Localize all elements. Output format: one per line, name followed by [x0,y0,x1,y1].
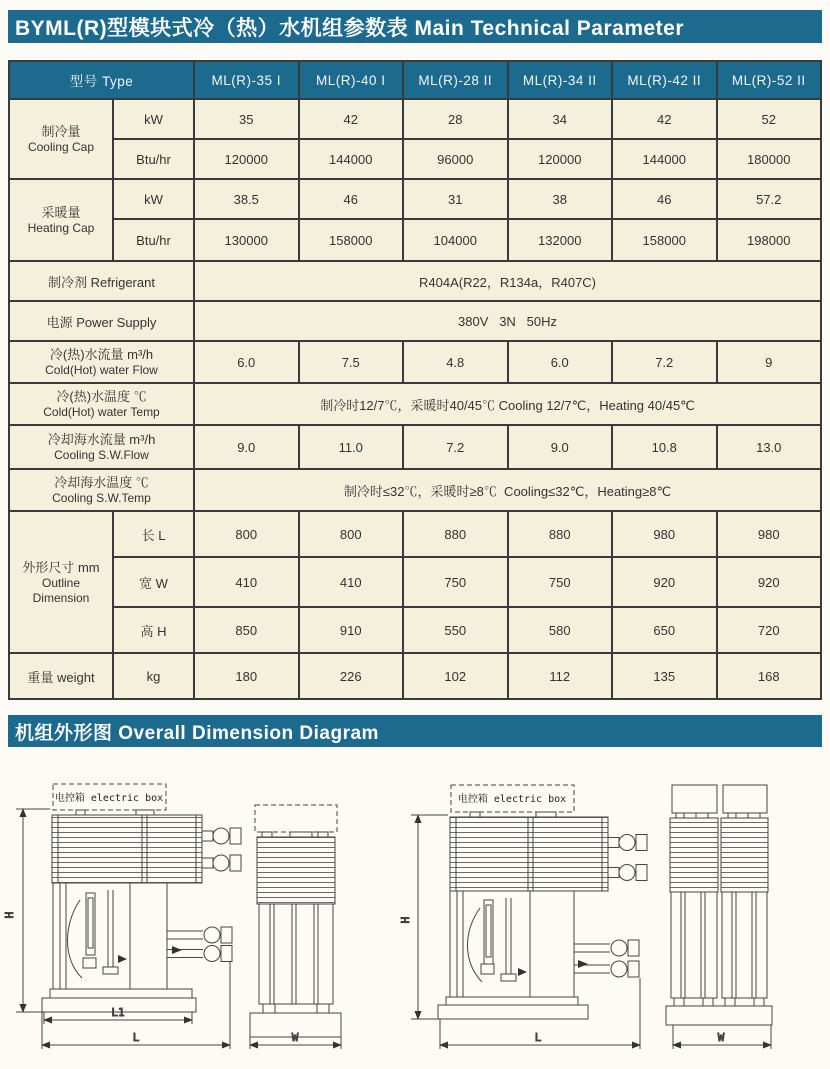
unit-cell: Btu/hr [113,219,194,261]
row-label-cn: 外形尺寸 mm [22,559,100,575]
table-cell: 9.0 [194,425,299,469]
row-label-en: Cooling S.W.Temp [52,491,151,505]
table-cell: 180000 [717,139,822,179]
table-cell: 226 [299,653,404,699]
table-cell: 144000 [612,139,717,179]
row-label-refrigerant: 制冷剂 Refrigerant [9,261,194,301]
unit-cell: Btu/hr [113,139,194,179]
row-label-en: Cooling S.W.Flow [54,448,149,462]
table-cell: 168 [717,653,822,699]
table-cell: 42 [612,99,717,139]
table-row [9,607,821,653]
row-label-cooling [9,99,113,179]
table-cell: 104000 [403,219,508,261]
dim-w-label: W [717,1031,725,1044]
row-label-sw-flow [9,425,194,469]
unit-cell: kg [113,653,194,699]
table-row [9,99,821,139]
row-label-power: 电源 Power Supply [9,301,194,341]
dim-h-label: H [3,911,16,919]
model-header: ML(R)-34 II [508,61,613,99]
merged-value-cell: 制冷时12/7℃，采暖时40/45℃ Cooling 12/7℃，Heating 40/45℃ [194,383,821,425]
table-cell: 6.0 [194,341,299,383]
table-cell: 410 [194,557,299,607]
table-cell: 750 [403,557,508,607]
row-label-weight: 重量 weight [9,653,113,699]
table-cell: 6.0 [508,341,613,383]
side-view-double-diagram [666,785,772,1049]
table-row [9,219,821,261]
table-cell: 850 [194,607,299,653]
row-label-en: Cold(Hot) water Flow [45,363,158,377]
dim-w-label: W [291,1031,299,1044]
table-cell: 180 [194,653,299,699]
table-cell: 4.8 [403,341,508,383]
row-label-en: Cold(Hot) water Temp [43,405,160,419]
table-cell: 144000 [299,139,404,179]
row-label-cn: 采暖量 [41,205,81,220]
row-label-water-flow [9,341,194,383]
table-cell: 800 [299,511,404,557]
table-cell: 28 [403,99,508,139]
table-cell: 10.8 [612,425,717,469]
table-row [9,469,821,511]
table-cell: 880 [403,511,508,557]
page-title: BYML(R)型模块式冷（热）水机组参数表 Main Technical Parameter [8,10,822,43]
table-cell: 9.0 [508,425,613,469]
model-header: ML(R)-35 I [194,61,299,99]
dim-l-label: L [132,1031,140,1044]
table-cell: 7.2 [403,425,508,469]
table-cell: 7.2 [612,341,717,383]
table-cell: 980 [612,511,717,557]
model-header: ML(R)-52 II [717,61,822,99]
table-row [9,261,821,301]
model-header: ML(R)-40 I [299,61,404,99]
table-row [9,139,821,179]
table-cell: 35 [194,99,299,139]
dim-l1-label: L1 [111,1006,125,1019]
table-cell: 42 [299,99,404,139]
table-cell: 920 [612,557,717,607]
row-label-cn: 冷却海水温度 ℃ [54,475,149,490]
row-label-cn: 冷却海水流量 m³/h [47,432,156,447]
table-row [9,653,821,699]
table-cell: 135 [612,653,717,699]
electric-box-label: 电控箱 electric box [54,793,164,804]
front-view-double-diagram [399,785,647,1049]
table-cell: 650 [612,607,717,653]
row-label-cn: 冷(热)水温度 ℃ [56,389,147,404]
table-cell: 31 [403,179,508,219]
table-cell: 910 [299,607,404,653]
table-cell: 158000 [612,219,717,261]
unit-cell: kW [113,99,194,139]
table-cell: 112 [508,653,613,699]
table-row [9,557,821,607]
table-cell: 198000 [717,219,822,261]
electric-box-label: 电控箱 electric box [457,794,567,805]
unit-cell: 宽 W [113,557,194,607]
table-cell: 13.0 [717,425,822,469]
table-cell: 38.5 [194,179,299,219]
table-row [9,301,821,341]
table-cell: 920 [717,557,822,607]
row-label-water-temp [9,383,194,425]
table-cell: 46 [299,179,404,219]
merged-value-cell: R404A(R22，R134a，R407C) [194,261,821,301]
table-row [9,383,821,425]
overall-dimension-diagram [0,760,830,1064]
dim-l-label: L [534,1031,542,1044]
parameters-table [8,60,822,700]
table-cell: 980 [717,511,822,557]
table-row [9,425,821,469]
table-row [9,179,821,219]
unit-cell: kW [113,179,194,219]
table-cell: 120000 [508,139,613,179]
table-cell: 800 [194,511,299,557]
table-cell: 580 [508,607,613,653]
table-cell: 52 [717,99,822,139]
unit-cell: 高 H [113,607,194,653]
row-label-en: Heating Cap [27,221,95,235]
row-label-cn: 冷(热)水流量 m³/h [49,347,154,362]
table-cell: 132000 [508,219,613,261]
model-header: ML(R)-28 II [403,61,508,99]
table-cell: 158000 [299,219,404,261]
row-label-cn: 制冷量 [41,124,81,139]
table-cell: 7.5 [299,341,404,383]
side-view-single-diagram [250,805,341,1049]
type-header-cell: 型号 Type [9,61,194,99]
table-cell: 57.2 [717,179,822,219]
table-cell: 34 [508,99,613,139]
row-label-heating [9,179,113,261]
table-cell: 410 [299,557,404,607]
table-cell: 102 [403,653,508,699]
table-cell: 46 [612,179,717,219]
table-cell: 120000 [194,139,299,179]
section-title: 机组外形图 Overall Dimension Diagram [8,715,822,747]
table-cell: 880 [508,511,613,557]
table-cell: 9 [717,341,822,383]
table-cell: 11.0 [299,425,404,469]
row-label-sw-temp [9,469,194,511]
table-cell: 38 [508,179,613,219]
table-cell: 550 [403,607,508,653]
merged-value-cell: 制冷时≤32℃，采暖时≥8℃ Cooling≤32℃，Heating≥8℃ [194,469,821,511]
unit-cell: 长 L [113,511,194,557]
row-label-en: Outline Dimension [32,575,90,605]
row-label-dimension [9,511,113,653]
table-header-row [9,61,821,99]
row-label-en: Cooling Cap [27,140,95,154]
table-cell: 720 [717,607,822,653]
front-view-single-diagram [3,784,241,1049]
table-row [9,341,821,383]
dim-h-label: H [399,916,412,924]
table-row [9,511,821,557]
table-cell: 130000 [194,219,299,261]
model-header: ML(R)-42 II [612,61,717,99]
table-cell: 750 [508,557,613,607]
merged-value-cell: 380V 3N 50Hz [194,301,821,341]
table-cell: 96000 [403,139,508,179]
